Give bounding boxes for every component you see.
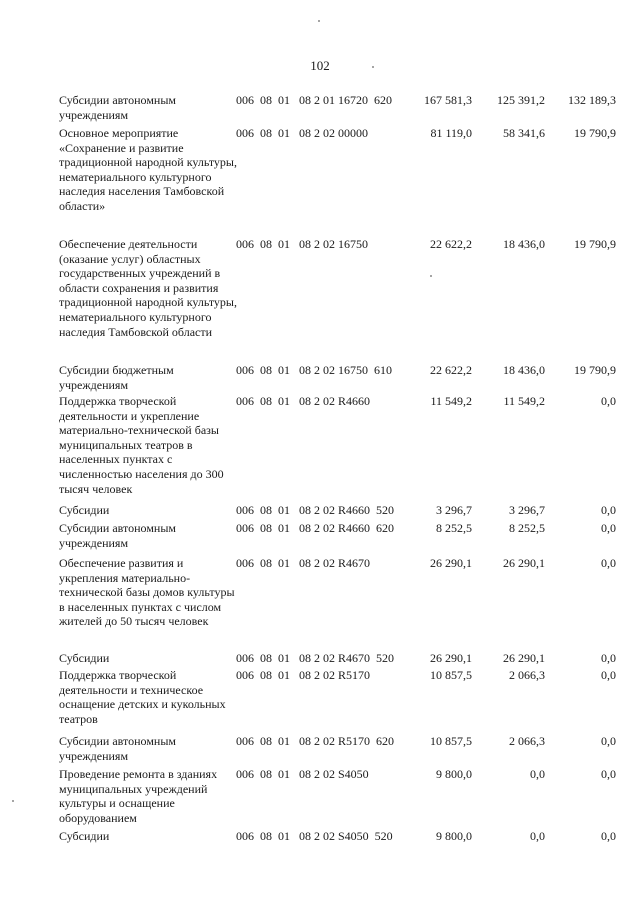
row-value-2: 2 066,3 — [509, 668, 545, 682]
row-code: 006 08 01 08 2 02 R4670 520 — [236, 651, 395, 665]
row-name: Проведение ремонта в зданиях муниципальных учреждений культуры и оснащение оборудованием — [59, 767, 218, 825]
row-value-1: 3 296,7 — [436, 503, 472, 517]
row-code: 006 08 01 08 2 02 R4660 — [236, 394, 371, 408]
row-name: Поддержка творческой деятельности и техническое оснащение детских и кукольных театров — [59, 668, 226, 726]
row-value-1: 11 549,2 — [430, 394, 472, 408]
row-code: 006 08 01 08 2 02 16750 — [236, 237, 368, 251]
scan-speck — [318, 20, 320, 22]
row-value-2: 2 066,3 — [509, 734, 545, 748]
row-code: 006 08 01 08 2 02 R5170 — [236, 668, 371, 682]
row-value-1: 26 290,1 — [430, 651, 472, 665]
row-value-1: 22 622,2 — [430, 363, 472, 377]
row-value-3: 0,0 — [601, 767, 616, 781]
row-name: Субсидии — [59, 829, 110, 843]
row-code: 006 08 01 08 2 02 S4050 — [236, 767, 369, 781]
row-value-1: 81 119,0 — [430, 126, 472, 140]
row-value-2: 26 290,1 — [503, 651, 545, 665]
page-number: 102 — [310, 58, 330, 73]
row-name: Обеспечение развития и укрепления материально-технической базы домов культуры в населенных пунктах с числом жителей до 50 тысяч человек — [59, 556, 235, 629]
scan-speck — [372, 66, 374, 68]
row-value-1: 26 290,1 — [430, 556, 472, 570]
row-value-3: 0,0 — [601, 503, 616, 517]
row-value-2: 0,0 — [530, 829, 545, 843]
row-code: 006 08 01 08 2 02 00000 — [236, 126, 368, 140]
row-value-2: 18 436,0 — [503, 237, 545, 251]
row-value-2: 8 252,5 — [509, 521, 545, 535]
row-value-3: 19 790,9 — [574, 237, 616, 251]
row-name: Субсидии бюджетным учреждениям — [59, 363, 174, 392]
scan-speck — [430, 275, 432, 277]
row-value-3: 0,0 — [601, 651, 616, 665]
row-value-2: 58 341,6 — [503, 126, 545, 140]
row-code: 006 08 01 08 2 02 R4660 520 — [236, 503, 395, 517]
row-value-1: 10 857,5 — [430, 668, 472, 682]
row-value-3: 0,0 — [601, 394, 616, 408]
row-value-3: 0,0 — [601, 521, 616, 535]
row-value-2: 18 436,0 — [503, 363, 545, 377]
row-value-1: 22 622,2 — [430, 237, 472, 251]
row-value-3: 0,0 — [601, 668, 616, 682]
row-code: 006 08 01 08 2 02 R5170 620 — [236, 734, 395, 748]
row-code: 006 08 01 08 2 01 16720 620 — [236, 93, 392, 107]
row-value-3: 0,0 — [601, 734, 616, 748]
row-code: 006 08 01 08 2 02 16750 610 — [236, 363, 392, 377]
row-code: 006 08 01 08 2 02 S4050 520 — [236, 829, 393, 843]
row-name: Субсидии — [59, 503, 110, 517]
row-value-2: 26 290,1 — [503, 556, 545, 570]
row-value-3: 0,0 — [601, 829, 616, 843]
row-code: 006 08 01 08 2 02 R4670 — [236, 556, 371, 570]
row-value-2: 0,0 — [530, 767, 545, 781]
row-name: Субсидии автономным учреждениям — [59, 93, 176, 122]
row-name: Основное мероприятие «Сохранение и развитие традиционной народной культуры, нематериального культурного наследия населения Тамбовской области» — [59, 126, 237, 213]
row-name: Субсидии автономным учреждениям — [59, 734, 176, 763]
row-value-1: 9 800,0 — [436, 767, 472, 781]
row-value-2: 125 391,2 — [497, 93, 545, 107]
row-name: Субсидии — [59, 651, 110, 665]
row-value-1: 10 857,5 — [430, 734, 472, 748]
row-value-2: 3 296,7 — [509, 503, 545, 517]
row-value-1: 167 581,3 — [424, 93, 472, 107]
row-value-3: 0,0 — [601, 556, 616, 570]
row-value-1: 8 252,5 — [436, 521, 472, 535]
row-value-3: 19 790,9 — [574, 363, 616, 377]
row-name: Обеспечение деятельности (оказание услуг) областных государственных учреждений в области сохранения и развития традиционной народной культуры, нематериального культурного наследия Тамбовской области — [59, 237, 237, 339]
row-value-1: 9 800,0 — [436, 829, 472, 843]
row-value-3: 19 790,9 — [574, 126, 616, 140]
row-value-2: 11 549,2 — [503, 394, 545, 408]
row-code: 006 08 01 08 2 02 R4660 620 — [236, 521, 395, 535]
row-value-3: 132 189,3 — [568, 93, 616, 107]
scan-speck — [12, 800, 14, 802]
row-name: Субсидии автономным учреждениям — [59, 521, 176, 550]
row-name: Поддержка творческой деятельности и укрепление материально-технической базы муниципальных театров в населенных пунктах с численностью населения до 300 тысяч человек — [59, 394, 224, 496]
